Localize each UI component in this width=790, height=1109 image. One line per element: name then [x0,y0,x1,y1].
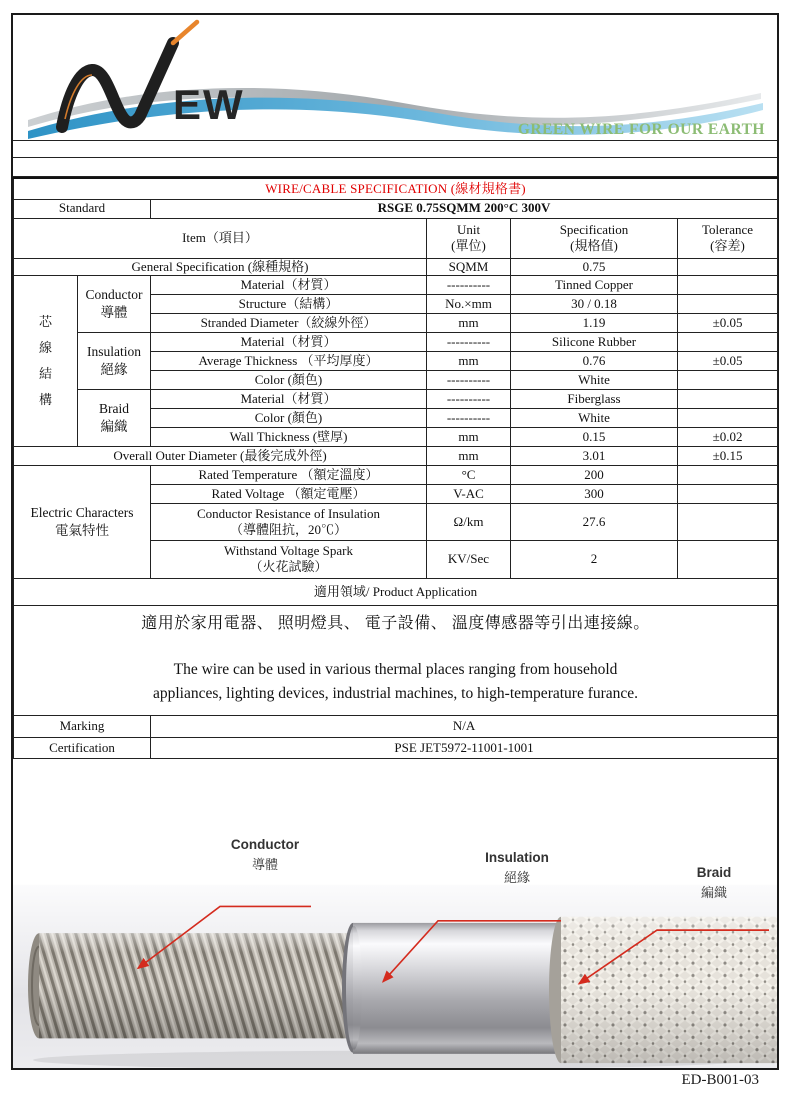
row-unit: mm [427,351,511,370]
row-item: Color (顏色) [151,370,427,389]
row-tolerance [678,503,778,540]
row-spec: 200 [511,465,678,484]
general-spec-unit: SQMM [427,258,511,275]
row-item: Stranded Diameter（絞線外徑） [151,313,427,332]
table-title: WIRE/CABLE SPECIFICATION (線材規格書) [14,178,778,199]
cable-photo [13,759,777,1068]
row-tolerance [678,294,778,313]
row-spec: Tinned Copper [511,275,678,294]
row-unit: No.×mm [427,294,511,313]
row-spec: 0.76 [511,351,678,370]
application-section-title: 適用領域/ Product Application [14,578,778,605]
row-item: Material（材質） [151,332,427,351]
insulation-callout-label: Insulation 絕緣 [485,849,549,885]
electric-group-label: Electric Characters 電氣特性 [14,465,151,578]
overall-diameter-unit: mm [427,446,511,465]
row-item: Structure（結構） [151,294,427,313]
insulation-group-label: Insulation 絕緣 [78,332,151,389]
row-unit: mm [427,313,511,332]
row-tolerance [678,332,778,351]
certification-value: PSE JET5972-11001-1001 [151,737,778,758]
standard-label: Standard [14,199,151,218]
col-header-spec: Specification (規格值) [511,218,678,258]
row-unit: ---------- [427,332,511,351]
row-item: Average Thickness （平均厚度） [151,351,427,370]
overall-diameter-tolerance: ±0.15 [678,446,778,465]
row-item: Rated Temperature （額定溫度） [151,465,427,484]
row-tolerance: ±0.02 [678,427,778,446]
row-item: Rated Voltage （額定電壓） [151,484,427,503]
general-spec-item: General Specification (線種規格) [14,258,427,275]
braid-group-label: Braid 編織 [78,389,151,446]
marking-label: Marking [14,715,151,737]
col-header-unit: Unit (單位) [427,218,511,258]
row-spec: White [511,408,678,427]
overall-diameter-value: 3.01 [511,446,678,465]
row-unit: V-AC [427,484,511,503]
stripped-wire-tip [173,22,197,43]
conductor-strands-graphic [28,933,363,1038]
row-item: Material（材質） [151,275,427,294]
row-unit: mm [427,427,511,446]
document-code: ED-B001-03 [681,1072,759,1088]
row-unit: KV/Sec [427,540,511,578]
row-tolerance: ±0.05 [678,313,778,332]
row-spec: 300 [511,484,678,503]
row-tolerance [678,275,778,294]
row-tolerance [678,408,778,427]
certification-label: Certification [14,737,151,758]
marking-value: N/A [151,715,778,737]
row-item: Material（材質） [151,389,427,408]
application-text-zh: 適用於家用電器、 照明燈具、 電子設備、 溫度傳感器等引出連接線。 [141,615,650,633]
row-unit: ---------- [427,408,511,427]
overall-diameter-item: Overall Outer Diameter (最後完成外徑) [14,446,427,465]
row-spec: 1.19 [511,313,678,332]
row-tolerance [678,370,778,389]
brand-text: EW [173,81,245,128]
col-header-item: Item（項目） [14,218,427,258]
row-spec: 0.15 [511,427,678,446]
row-unit: ---------- [427,370,511,389]
row-spec: White [511,370,678,389]
row-tolerance [678,465,778,484]
letterhead [13,15,777,140]
row-unit: ---------- [427,275,511,294]
insulation-sleeve-graphic [342,923,558,1054]
standard-value: RSGE 0.75SQMM 200°C 300V [151,199,778,218]
general-spec-value: 0.75 [511,258,678,275]
conductor-callout-label: Conductor 導體 [230,836,300,872]
document-sheet [11,13,779,1070]
specification-table [13,177,778,759]
braid-sleeve-graphic [549,916,777,1062]
row-spec: 27.6 [511,503,678,540]
row-spec: Fiberglass [511,389,678,408]
col-header-tolerance: Tolerance (容差) [678,218,778,258]
row-spec: 30 / 0.18 [511,294,678,313]
row-unit: °C [427,465,511,484]
core-structure-group-label: 芯 線 結 構 [14,275,78,446]
row-tolerance: ±0.05 [678,351,778,370]
row-tolerance [678,484,778,503]
row-item: Color (顏色) [151,408,427,427]
row-item: Wall Thickness (壁厚) [151,427,427,446]
row-tolerance [678,540,778,578]
application-text-en-line1: The wire can be used in various thermal places ranging from household [173,661,618,679]
cable-diagram [13,759,777,1068]
brand-tagline: GREEN WIRE FOR OUR EARTH [517,121,765,138]
row-spec: Silicone Rubber [511,332,678,351]
general-spec-tolerance [678,258,778,275]
application-text-en-line2: appliances, lighting devices, industrial machines, to high-temperature furance. [152,685,639,703]
row-spec: 2 [511,540,678,578]
row-item: Withstand Voltage Spark （火花試驗） [151,540,427,578]
empty-band-row-2 [13,162,777,177]
row-item: Conductor Resistance of Insulation （導體阻抗，20℃） [151,503,427,540]
application-text [14,605,778,715]
row-unit: Ω/km [427,503,511,540]
empty-band-row-1 [13,140,777,158]
conductor-group-label: Conductor 導體 [78,275,151,332]
braid-callout-label: Braid 編織 [696,864,732,900]
row-unit: ---------- [427,389,511,408]
row-tolerance [678,389,778,408]
brand-logo-graphic [13,15,777,140]
